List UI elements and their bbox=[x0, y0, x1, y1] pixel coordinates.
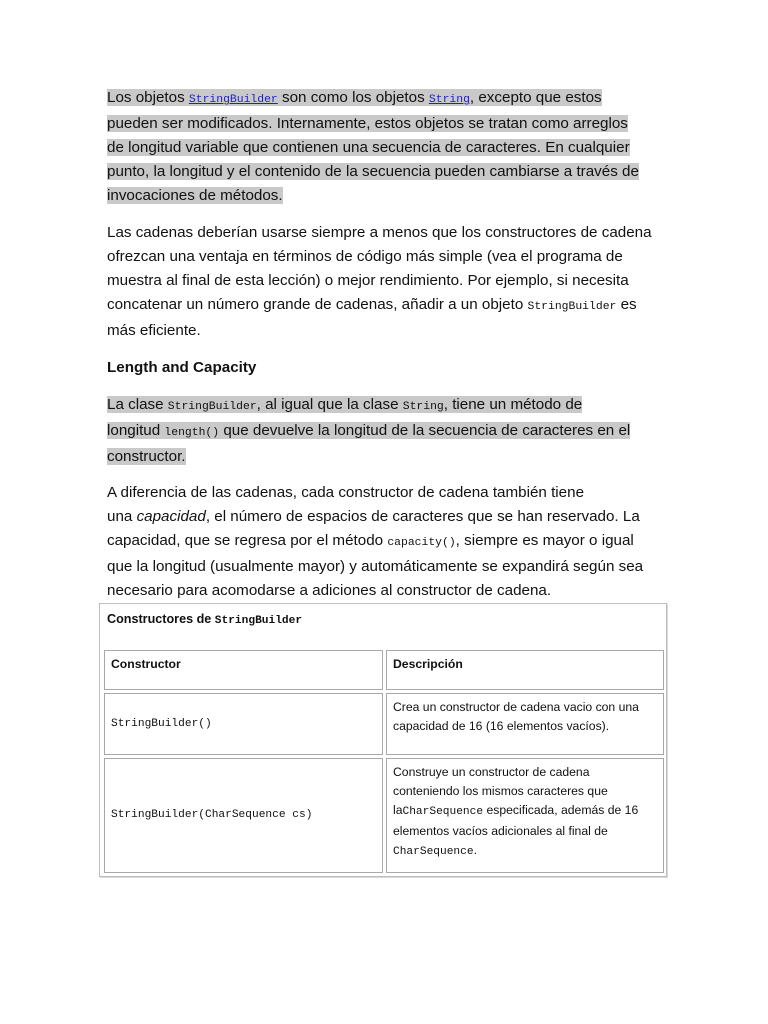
text-span: , tiene un método de bbox=[443, 396, 583, 413]
table-row bbox=[104, 758, 383, 873]
description-text: especificada, además de 16 elementos vacíos adicionales al final de bbox=[393, 803, 639, 838]
text-line: más eficiente. bbox=[107, 322, 201, 339]
table-row bbox=[104, 693, 383, 755]
header-description: Descripción bbox=[386, 650, 664, 690]
table-row bbox=[386, 693, 664, 755]
document-body bbox=[107, 86, 655, 603]
inline-code: StringBuilder bbox=[167, 401, 257, 413]
header-constructor: Constructor bbox=[104, 650, 383, 690]
inline-code: CharSequence bbox=[393, 846, 474, 858]
string-link[interactable]: String bbox=[428, 94, 470, 106]
text-span: capacidad, que se regresa por el método bbox=[107, 532, 388, 549]
stringbuilder-link[interactable]: StringBuilder bbox=[188, 94, 278, 106]
highlighted-line: invocaciones de métodos. bbox=[107, 187, 283, 204]
text-span: , siempre es mayor o igual bbox=[455, 532, 634, 549]
description-text: . bbox=[473, 843, 477, 857]
inline-code: String bbox=[402, 401, 444, 413]
text-span: son como los objetos bbox=[277, 89, 429, 106]
section-heading: Length and Capacity bbox=[107, 359, 257, 376]
constructor-signature: StringBuilder(CharSequence cs) bbox=[111, 809, 313, 821]
table-row bbox=[386, 758, 664, 873]
text-line: Las cadenas deberían usarse siempre a menos que los constructores de cadena bbox=[107, 224, 652, 241]
length-paragraph bbox=[107, 393, 655, 469]
caption-text: Constructores de bbox=[107, 612, 215, 626]
constructor-description: Crea un constructor de cadena vacio con una capacidad de 16 (16 elementos vacíos). bbox=[393, 700, 639, 733]
highlighted-text bbox=[107, 422, 630, 439]
highlighted-text bbox=[107, 89, 602, 106]
strings-paragraph bbox=[107, 221, 655, 343]
text-span: que devuelve la longitud de la secuencia de caracteres en el bbox=[219, 422, 631, 439]
constructor-signature: StringBuilder() bbox=[111, 717, 212, 730]
highlighted-line: pueden ser modificados. Internamente, estos objetos se tratan como arreglos bbox=[107, 115, 628, 132]
text-span: una bbox=[107, 508, 137, 525]
text-span: La clase bbox=[107, 396, 168, 413]
text-span: , excepto que estos bbox=[469, 89, 602, 106]
constructors-table bbox=[99, 603, 667, 877]
intro-paragraph bbox=[107, 86, 655, 208]
text-span: , al igual que la clase bbox=[256, 396, 403, 413]
text-line: A diferencia de las cadenas, cada constructor de cadena también tiene bbox=[107, 484, 585, 501]
emphasis: capacidad bbox=[136, 508, 206, 525]
description-text: Construye un constructor de cadena conteniendo los mismos caracteres que la bbox=[393, 765, 608, 817]
inline-code: StringBuilder bbox=[527, 301, 617, 313]
inline-code: CharSequence bbox=[402, 806, 484, 818]
text-span: concatenar un número grande de cadenas, añadir a un objeto bbox=[107, 296, 528, 313]
capacity-paragraph bbox=[107, 481, 655, 603]
highlighted-line: constructor. bbox=[107, 448, 186, 465]
text-span: Los objetos bbox=[107, 89, 189, 106]
inline-code: length() bbox=[164, 427, 220, 439]
caption-code: StringBuilder bbox=[214, 615, 303, 627]
table-caption bbox=[107, 612, 302, 627]
highlighted-line: de longitud variable que contienen una secuencia de caracteres. En cualquier bbox=[107, 139, 630, 156]
inline-code: capacity() bbox=[387, 537, 456, 549]
text-line: ofrezcan una ventaja en términos de código más simple (vea el programa de bbox=[107, 248, 623, 265]
text-span: , el número de espacios de caracteres que se han reservado. La bbox=[205, 508, 640, 525]
text-span: es bbox=[616, 296, 637, 313]
text-line: necesario para acomodarse a adiciones al constructor de cadena. bbox=[107, 582, 552, 599]
highlighted-line: punto, la longitud y el contenido de la secuencia pueden cambiarse a través de bbox=[107, 163, 639, 180]
text-line: muestra al final de esta lección) o mejor rendimiento. Por ejemplo, si necesita bbox=[107, 272, 629, 289]
text-span: longitud bbox=[107, 422, 165, 439]
text-line: que la longitud (usualmente mayor) y automáticamente se expandirá según sea bbox=[107, 558, 644, 575]
highlighted-text bbox=[107, 396, 582, 413]
